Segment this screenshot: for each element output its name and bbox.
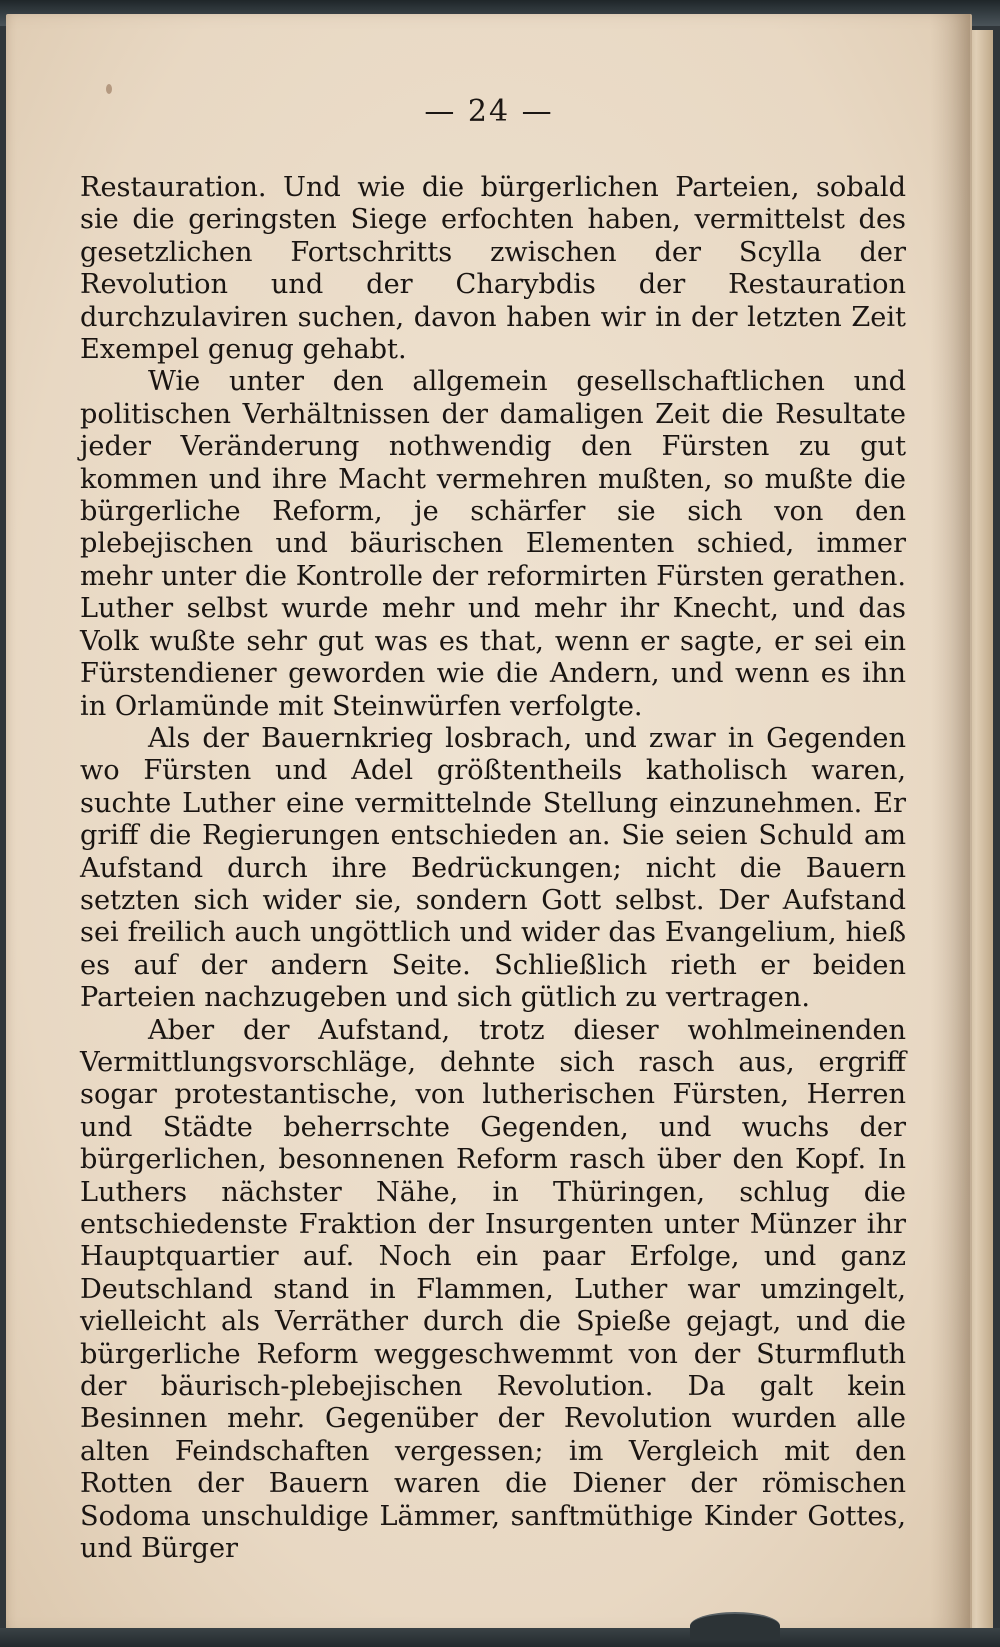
paragraph: Wie unter den allgemein gesellschaftlichen und politischen Verhältnissen der damaligen Zeit die Resultate jeder Veränderung nothwendig den Fürsten zu gut kommen und ihre Macht vermehren mußten, so mußte die bürgerliche Reform, je schärfer sie sich von den plebejischen und bäurischen Elementen schied, immer mehr unter die Kontrolle der reformirten Fürsten gerathen. Luther selbst wurde mehr und mehr ihr Knecht, und das Volk wußte sehr gut was es that, wenn er sagte, er sei ein Fürstendiener geworden wie die Andern, und wenn es ihn in Orlamünde mit Steinwürfen verfolgte.: [80, 366, 906, 722]
book-cover-bottom: [0, 1628, 1000, 1647]
spine-shadow: [930, 14, 970, 1632]
paragraph: Aber der Aufstand, trotz dieser wohlmeinenden Vermittlungsvorschläge, dehnte sich rasch aus, ergriff sogar protestantische, von lutherischen Fürsten, Herren und Städte beherrschte Gegenden, und wuchs der bürgerlichen, besonnenen Reform rasch über den Kopf. In Luthers nächster Nähe, in Thüringen, schlug die entschiedenste Fraktion der Insurgenten unter Münzer ihr Hauptquartier auf. Noch ein paar Erfolge, und ganz Deutschland stand in Flammen, Luther war umzingelt, vielleicht als Verräther durch die Spieße gejagt, und die bürgerliche Reform weggeschwemmt von der Sturmfluth der bäurisch-plebejischen Revolution. Da galt kein Besinnen mehr. Gegenüber der Revolution wurden alle alten Feindschaften vergessen; im Vergleich mit den Rotten der Bauern waren die Diener der römischen Sodoma unschuldige Lämmer, sanftmüthige Kinder Gottes, und Bürger: [80, 1014, 906, 1565]
page-text: [80, 172, 906, 1565]
paragraph: Restauration. Und wie die bürgerlichen Parteien, sobald sie die geringsten Siege erfochten haben, vermittelst des gesetzlichen Fortschritts zwischen der Scylla der Revolution und der Charybdis der Restauration durchzulaviren suchen, davon haben wir in der letzten Zeit Exempel genug gehabt.: [80, 172, 906, 366]
paper-stain: [106, 84, 112, 94]
page-clip: [690, 1612, 780, 1640]
paragraph: Als der Bauernkrieg losbrach, und zwar in Gegenden wo Fürsten und Adel größtentheils katholisch waren, suchte Luther eine vermittelnde Stellung einzunehmen. Er griff die Regierungen entschieden an. Sie seien Schuld am Aufstand durch ihre Bedrückungen; nicht die Bauern setzten sich wider sie, sondern Gott selbst. Der Aufstand sei freilich auch ungöttlich und wider das Evangelium, hieß es auf der andern Seite. Schließlich rieth er beiden Parteien nachzugeben und sich gütlich zu vertragen.: [80, 722, 906, 1014]
book-page: [6, 14, 972, 1632]
page-number: — 24 —: [424, 94, 554, 129]
